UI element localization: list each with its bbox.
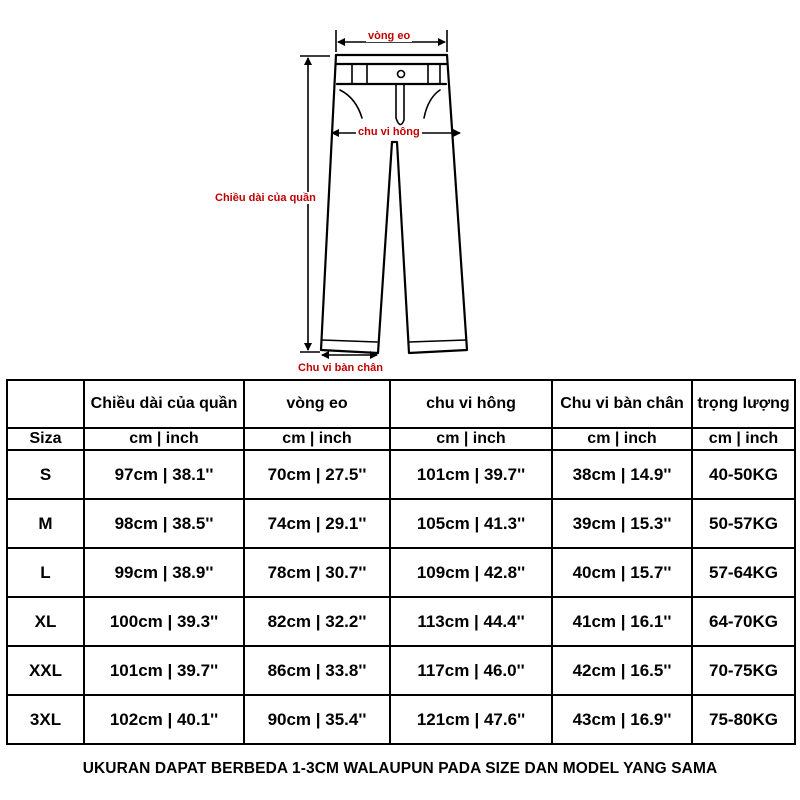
table-cell: 64-70KG (692, 597, 795, 646)
table-cell: 82cm | 32.2'' (244, 597, 390, 646)
table-cell: 40-50KG (692, 450, 795, 499)
table-cell: 113cm | 44.4'' (390, 597, 552, 646)
header-cell: trọng lượng (692, 380, 795, 428)
waist-label: vòng eo (368, 30, 411, 42)
hem-left (322, 340, 377, 342)
table-cell: 98cm | 38.5'' (84, 499, 244, 548)
hem-right (409, 340, 466, 342)
waistband (337, 64, 446, 84)
header-cell: chu vi hông (390, 380, 552, 428)
header-cell: vòng eo (244, 380, 390, 428)
pants-diagram (0, 0, 800, 380)
unit-cell: cm | inch (390, 428, 552, 450)
table-cell: 101cm | 39.7'' (84, 646, 244, 695)
pants-outline-drawing (0, 0, 800, 380)
table-cell: 70-75KG (692, 646, 795, 695)
table-cell: 38cm | 14.9'' (552, 450, 692, 499)
table-cell: 99cm | 38.9'' (84, 548, 244, 597)
table-cell: 117cm | 46.0'' (390, 646, 552, 695)
waist-button (398, 71, 405, 78)
table-cell: 109cm | 42.8'' (390, 548, 552, 597)
table-cell: 105cm | 41.3'' (390, 499, 552, 548)
unit-cell: cm | inch (552, 428, 692, 450)
size-cell: XL (7, 597, 84, 646)
table-cell: 50-57KG (692, 499, 795, 548)
pants-outline (321, 55, 467, 353)
table-row (7, 450, 795, 499)
length-label: Chiều dài của quần (215, 192, 316, 204)
table-cell: 75-80KG (692, 695, 795, 744)
header-cell (7, 380, 84, 428)
table-row (7, 695, 795, 744)
unit-cell: cm | inch (692, 428, 795, 450)
hem-label: Chu vi bàn chân (298, 362, 383, 374)
left-pocket (340, 90, 362, 118)
table-cell: 101cm | 39.7'' (390, 450, 552, 499)
size-cell: L (7, 548, 84, 597)
table-cell: 70cm | 27.5'' (244, 450, 390, 499)
table-row (7, 597, 795, 646)
table-cell: 121cm | 47.6'' (390, 695, 552, 744)
table-cell: 43cm | 16.9'' (552, 695, 692, 744)
table-row (7, 646, 795, 695)
size-cell: 3XL (7, 695, 84, 744)
size-cell: M (7, 499, 84, 548)
table-cell: 86cm | 33.8'' (244, 646, 390, 695)
table-cell: 100cm | 39.3'' (84, 597, 244, 646)
header-cell: Chiều dài của quần (84, 380, 244, 428)
unit-cell: cm | inch (244, 428, 390, 450)
fly-seam (396, 84, 404, 125)
table-cell: 97cm | 38.1'' (84, 450, 244, 499)
size-disclaimer-footer: UKURAN DAPAT BERBEDA 1-3CM WALAUPUN PADA SIZE DAN MODEL YANG SAMA (82, 760, 718, 777)
table-row (7, 548, 795, 597)
table-cell: 42cm | 16.5'' (552, 646, 692, 695)
table-cell: 74cm | 29.1'' (244, 499, 390, 548)
size-chart-table-wrapper (6, 379, 794, 745)
table-cell: 39cm | 15.3'' (552, 499, 692, 548)
size-cell: XXL (7, 646, 84, 695)
table-cell: 102cm | 40.1'' (84, 695, 244, 744)
size-chart-table (6, 379, 796, 745)
hip-label: chu vi hông (358, 126, 420, 138)
unit-cell: cm | inch (84, 428, 244, 450)
size-cell: S (7, 450, 84, 499)
table-cell: 78cm | 30.7'' (244, 548, 390, 597)
header-cell: Chu vi bàn chân (552, 380, 692, 428)
header-row (7, 380, 795, 428)
table-cell: 57-64KG (692, 548, 795, 597)
unit-cell: Siza (7, 428, 84, 450)
right-pocket (424, 90, 440, 118)
table-cell: 40cm | 15.7'' (552, 548, 692, 597)
table-cell: 90cm | 35.4'' (244, 695, 390, 744)
table-cell: 41cm | 16.1'' (552, 597, 692, 646)
unit-row (7, 428, 795, 450)
table-row (7, 499, 795, 548)
